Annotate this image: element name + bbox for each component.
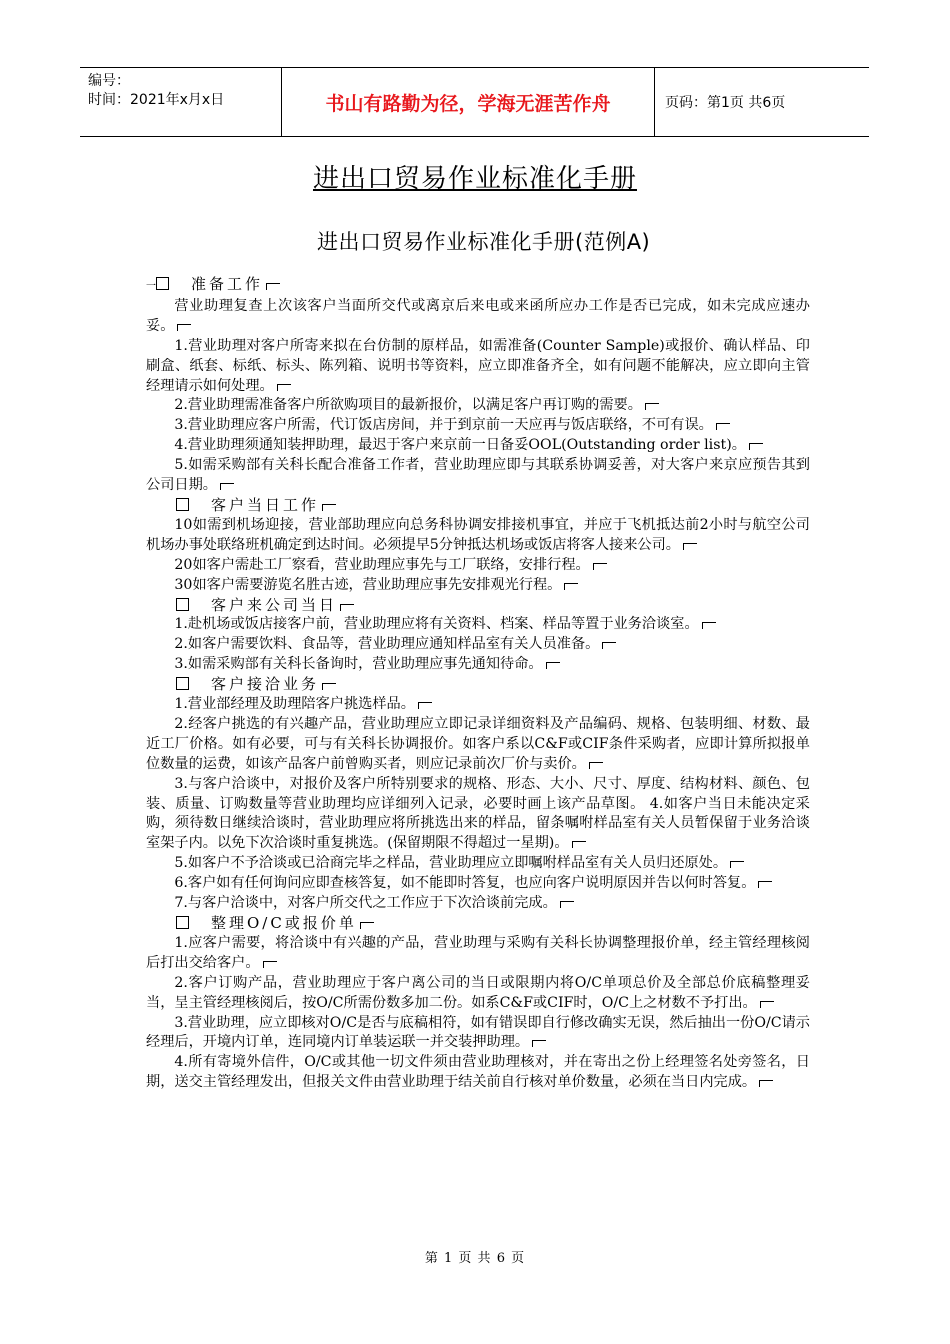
paragraph-mark-icon bbox=[266, 283, 280, 290]
paragraph-text: 2.经客户挑选的有兴趣产品，营业助理应立即记录详细资料及产品编码、规格、包装明细、材数、最近工厂价格。如有必要，可与有关科长协调报价。如客户系以C&F或CIF条件采购者，应即计算所拟报单位数量的运费，如该产品客户前曾购买者，则应记录前次厂价与卖价。 bbox=[146, 715, 810, 772]
section-heading bbox=[146, 675, 810, 695]
paragraph bbox=[146, 456, 810, 496]
paragraph bbox=[146, 715, 810, 775]
paragraph bbox=[146, 775, 810, 855]
paragraph-text: 1.营业部经理及助理陪客户挑选样品。 bbox=[174, 696, 415, 713]
paragraph bbox=[146, 436, 810, 456]
paragraph bbox=[146, 655, 810, 675]
paragraph-mark-icon bbox=[683, 543, 697, 550]
section-heading bbox=[146, 596, 810, 616]
paragraph bbox=[146, 615, 810, 635]
time-label: 时间：2021年x月x日 bbox=[88, 92, 225, 108]
paragraph-mark-icon bbox=[532, 1040, 546, 1047]
paragraph bbox=[146, 934, 810, 974]
checkbox-square-icon bbox=[176, 916, 189, 929]
section-heading bbox=[146, 275, 810, 297]
paragraph-mark-icon bbox=[702, 622, 716, 629]
page-title: 进出口贸易作业标准化手册 bbox=[312, 164, 637, 194]
paragraph-mark-icon bbox=[177, 324, 191, 331]
paragraph-text: 7.与客户洽谈中，对客户所交代之工作应于下次洽谈前完成。 bbox=[174, 895, 557, 912]
paragraph-text: 1.营业助理对客户所寄来拟在台仿制的原样品，如需准备(Counter Sample)或报价、确认样品、印刷盒、纸套、标纸、标头、陈列箱、说明书等资料，应立即准备齐全，如有问题不能解决，应立即向主管经理请示如何处理。 bbox=[146, 337, 810, 394]
paragraph-mark-icon bbox=[759, 1080, 773, 1087]
paragraph-text: 4.所有寄境外信件，O/C或其他一切文件须由营业助理核对，并在寄出之份上经理签名处旁签名，日期，送交主管经理发出，但报关文件由营业助理于结关前自行核对单价数量，必须在当日内完成。 bbox=[146, 1054, 810, 1091]
checkbox-square-icon bbox=[176, 598, 189, 611]
paragraph-mark-icon bbox=[645, 403, 659, 410]
paragraph bbox=[146, 1053, 810, 1093]
paragraph-text: 20如客户需赴工厂察看，营业助理应事先与工厂联络，安排行程。 bbox=[174, 556, 590, 573]
paragraph-text: 3.如需采购部有关科长备询时，营业助理应事先通知待命。 bbox=[174, 656, 543, 673]
paragraph-text: 3.与客户洽谈中，对报价及客户所特别要求的规格、形态、大小、尺寸、厚度、结构材料、颜色、包装、质量、订购数量等营业助理均应详细列入记录，必要时画上该产品草图。 4.如客户当日未能决定采购，须待数日继续洽谈时，营业助理应将所挑选出来的样品，留条嘱咐样品室有关人员暂保留于业务洽谈室架子内。以免下次洽谈时重复挑选。(保留期限不得超过一星期)。 bbox=[146, 775, 810, 852]
paragraph-mark-icon bbox=[564, 583, 578, 590]
paragraph-text: 2.如客户需要饮料、食品等，营业助理应通知样品室有关人员准备。 bbox=[174, 636, 600, 653]
paragraph-mark-icon bbox=[602, 642, 616, 649]
paragraph-mark-icon bbox=[340, 604, 354, 611]
paragraph-text: 1.赴机场或饭店接客户前，营业助理应将有关资料、档案、样品等置于业务洽谈室。 bbox=[174, 616, 699, 633]
paragraph-text: 3.营业助理，应立即核对O/C是否与底稿相符，如有错误即自行修改确实无误，然后抽出一份O/C请示经理后，开境内订单，连同境内订单装运联一并交装押助理。 bbox=[146, 1014, 810, 1051]
section-heading bbox=[146, 496, 810, 516]
paragraph bbox=[146, 854, 810, 874]
checkbox-square-icon bbox=[176, 677, 189, 690]
paragraph bbox=[146, 635, 810, 655]
page-footer: 第 1 页 共 6 页 bbox=[424, 1251, 526, 1266]
paragraph bbox=[146, 1014, 810, 1054]
paragraph-mark-icon bbox=[220, 483, 234, 490]
paragraph bbox=[146, 556, 810, 576]
code-label: 编号： bbox=[88, 73, 130, 89]
paragraph bbox=[146, 396, 810, 416]
paragraph-text: 营业助理复查上次该客户当面所交代或离京后来电或来函所应办工作是否已完成，如未完成应速办妥。 bbox=[146, 297, 810, 334]
paragraph-mark-icon bbox=[322, 683, 336, 690]
motto: 书山有路勤为径，学海无涯苦作舟 bbox=[282, 68, 655, 136]
paragraph bbox=[146, 874, 810, 894]
paragraph-mark-icon bbox=[749, 443, 763, 450]
body-text bbox=[146, 275, 810, 1093]
paragraph bbox=[146, 416, 810, 436]
section-title: 准备工作 bbox=[191, 275, 264, 293]
section-title: 客户接洽业务 bbox=[211, 675, 320, 694]
section-heading bbox=[146, 914, 810, 934]
paragraph-text: 3.营业助理应客户所需，代订饭店房间，并于到京前一天应再与饭店联络，不可有误。 bbox=[174, 417, 713, 434]
paragraph-mark-icon bbox=[730, 861, 744, 868]
paragraph-text: 30如客户需要游览名胜古迹，营业助理应事先安排观光行程。 bbox=[174, 576, 562, 593]
paragraph-mark-icon bbox=[760, 1001, 774, 1008]
paragraph-text: 2.营业助理需准备客户所欲购项目的最新报价，以满足客户再订购的需要。 bbox=[174, 397, 642, 414]
checkbox-square-icon bbox=[156, 277, 169, 290]
paragraph bbox=[146, 516, 810, 556]
paragraph-text: 1.应客户需要，将洽谈中有兴趣的产品，营业助理与采购有关科长协调整理报价单，经主管经理核阅后打出交给客户。 bbox=[146, 934, 810, 971]
paragraph-mark-icon bbox=[593, 563, 607, 570]
paragraph-mark-icon bbox=[572, 841, 586, 848]
paragraph-text: 2.客户订购产品，营业助理应于客户离公司的当日或限期内将O/C单项总价及全部总价底稿整理妥当，呈主管经理核阅后，按O/C所需份数多加二份。如系C&F或CIF时，O/C上之材数不予打出。 bbox=[146, 974, 810, 1011]
paragraph bbox=[146, 695, 810, 715]
paragraph-text: 5.如需采购部有关科长配合准备工作者，营业助理应即与其联系协调妥善，对大客户来京应预告其到公司日期。 bbox=[146, 457, 810, 494]
paragraph bbox=[146, 337, 810, 397]
paragraph-text: 5.如客户不予洽谈或已洽商完毕之样品，营业助理应立即嘱咐样品室有关人员归还原处。 bbox=[174, 855, 728, 872]
header-left-cell bbox=[80, 68, 282, 136]
paragraph-mark-icon bbox=[560, 901, 574, 908]
paragraph-text: 10如需到机场迎接，营业部助理应向总务科协调安排接机事宜，并应于飞机抵达前2小时与航空公司机场办事处联络班机确定到达时间。必须提早5分钟抵达机场或饭店将客人接来公司。 bbox=[146, 516, 810, 553]
paragraph bbox=[146, 894, 810, 914]
page-info: 页码：第1页 共6页 bbox=[665, 95, 786, 111]
header-table bbox=[80, 67, 869, 137]
paragraph-mark-icon bbox=[418, 702, 432, 709]
paragraph-mark-icon bbox=[589, 762, 603, 769]
paragraph-mark-icon bbox=[322, 504, 336, 511]
checkbox-square-icon bbox=[176, 498, 189, 511]
paragraph bbox=[146, 576, 810, 596]
section-title: 整理O/C或报价单 bbox=[211, 914, 357, 932]
section-title: 客户来公司当日 bbox=[211, 595, 338, 614]
section-number: 一 bbox=[146, 281, 156, 292]
paragraph-mark-icon bbox=[277, 384, 291, 391]
paragraph-text: 4.营业助理须通知装押助理，最迟于客户来京前一日备妥OOL(Outstanding order list)。 bbox=[174, 437, 746, 454]
paragraph-text: 6.客户如有任何询问应即查核答复，如不能即时答复，也应向客户说明原因并告以何时答复。 bbox=[174, 875, 756, 892]
paragraph-mark-icon bbox=[263, 961, 277, 968]
paragraph-mark-icon bbox=[360, 922, 374, 929]
section-title: 客户当日工作 bbox=[211, 495, 320, 514]
paragraph-mark-icon bbox=[758, 881, 772, 888]
paragraph bbox=[146, 974, 810, 1014]
paragraph bbox=[146, 297, 810, 337]
page-subtitle: 进出口贸易作业标准化手册(范例A) bbox=[317, 230, 651, 254]
paragraph-mark-icon bbox=[716, 423, 730, 430]
paragraph-mark-icon bbox=[546, 662, 560, 669]
